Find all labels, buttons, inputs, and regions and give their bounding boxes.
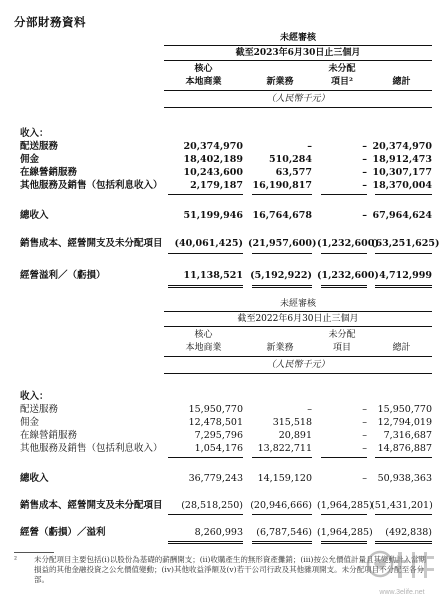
table1-currency: （人民幣千元）	[266, 94, 330, 104]
table1-income-label: 收入：	[20, 128, 49, 139]
table2-row-label: 佣金	[20, 417, 40, 428]
table2-header-rule-top	[164, 311, 432, 312]
table1-total-double-rule	[321, 285, 367, 288]
table1-subtotal-rule	[375, 253, 432, 254]
table2-total-revenue-label: 總收入	[20, 473, 49, 484]
table2-subtotal-rule	[375, 514, 432, 515]
table2-cell: –	[362, 430, 367, 441]
table1-cell: –	[362, 180, 367, 191]
table1-cell: –	[362, 167, 367, 178]
table1-subtotal-rule	[252, 253, 312, 254]
table1-col3-line1: 未分配	[328, 64, 356, 74]
table2-header-rule-mid	[164, 326, 432, 327]
table1-total-double-rule	[375, 285, 432, 288]
table2-header-period: 截至2022年6月30日止三個月	[237, 314, 359, 324]
table2-income-label: 收入：	[20, 391, 49, 402]
table2-subtotal-rule	[168, 457, 243, 458]
table2-total-double-rule	[252, 541, 312, 544]
table2-cell: –	[362, 473, 367, 484]
table1-cell: –	[362, 141, 367, 152]
table2-col2-line2: 新業務	[266, 343, 294, 353]
table2-cell: (1,964,285)	[317, 527, 373, 538]
table2-cell: 14,159,120	[257, 473, 312, 484]
table1-cell: 20,374,970	[183, 141, 243, 152]
table1-subtotal-rule	[375, 194, 432, 195]
table2-row-label: 配送服務	[20, 404, 59, 415]
table1-cell: –	[362, 210, 367, 221]
table1-header-rule-top	[164, 45, 432, 46]
table1-header-period: 截至2023年6月30日止三個月	[235, 48, 361, 58]
table1-subtotal-rule	[168, 194, 243, 195]
table2-cell: 15,950,770	[377, 404, 432, 415]
table2-cell: –	[362, 417, 367, 428]
table2-row-label: 其他服務及銷售（包括利息收入）	[20, 443, 163, 454]
table1-cell: 2,179,187	[190, 180, 243, 191]
table1-col1-line2: 本地商業	[185, 77, 222, 87]
table2-subtotal-rule	[252, 457, 312, 458]
table2-cell: 15,950,770	[188, 404, 243, 415]
table2-cell: 1,054,176	[194, 443, 243, 454]
table1-cell: –	[362, 154, 367, 165]
table2-col3-line2: 項目	[332, 343, 351, 353]
footnote-divider	[14, 552, 54, 553]
table1-header-top: 未經審核	[279, 33, 316, 43]
table1-row-label: 其他服務及銷售（包括利息收入）	[20, 180, 163, 191]
table2-cell: (492,838)	[385, 527, 432, 538]
table1-header-rule-bottom	[164, 90, 432, 91]
table1-cell: (5,192,922)	[250, 270, 312, 281]
table1-cell: 18,912,473	[372, 154, 432, 165]
table1-cell: (21,957,600)	[248, 238, 317, 249]
table2-cell: 13,822,711	[257, 443, 312, 454]
table2-cell: (28,518,250)	[181, 500, 243, 511]
table2-cell: (1,964,285)	[317, 500, 373, 511]
watermark-logo-icon	[366, 546, 438, 586]
table1-cell: 510,284	[269, 154, 312, 165]
table1-header-rule-mid	[164, 60, 432, 61]
table2-col1-line1: 核心	[194, 330, 213, 340]
table1-cell: 10,307,177	[372, 167, 432, 178]
table2-cell: 8,260,993	[194, 527, 243, 538]
table1-cell: (1,232,600)	[317, 238, 379, 249]
table2-cell: 20,891	[278, 430, 312, 441]
table2-cell: 315,518	[272, 417, 312, 428]
table2-cell: (20,946,666)	[250, 500, 312, 511]
table2-subtotal-rule	[375, 457, 432, 458]
table2-cell: 36,779,243	[188, 473, 243, 484]
watermark-url: www.3elife.net	[379, 589, 425, 596]
table1-cell: (40,061,425)	[174, 238, 243, 249]
segment-table-2022	[14, 296, 432, 546]
table1-cell: (63,251,625)	[371, 238, 440, 249]
table2-cell: 7,295,796	[194, 430, 243, 441]
footnote-mark: ²	[14, 555, 18, 564]
table2-header-rule-bottom	[164, 356, 432, 357]
table2-cell: 14,876,887	[377, 443, 432, 454]
table1-subtotal-rule	[321, 253, 367, 254]
table1-total-revenue-label: 總收入	[20, 210, 49, 221]
table2-total-double-rule	[168, 541, 243, 544]
table2-cell: –	[307, 404, 312, 415]
table1-profit-label: 經營溢利／（虧損）	[20, 270, 106, 281]
segment-table-2023	[14, 30, 440, 298]
table1-col4-line2: 總計	[392, 77, 411, 87]
table1-col1-line1: 核心	[194, 64, 213, 74]
table1-cell: 20,374,970	[372, 141, 432, 152]
table1-cost-label: 銷售成本、經營開支及未分配項目	[20, 238, 163, 249]
table2-header-top: 未經審核	[279, 299, 316, 309]
table1-cell: 16,190,817	[252, 180, 312, 191]
table1-subtotal-rule	[252, 194, 312, 195]
table1-total-double-rule	[252, 285, 312, 288]
table1-cell: 18,402,189	[183, 154, 243, 165]
table1-cell: –	[307, 141, 312, 152]
table2-cell: 12,794,019	[377, 417, 432, 428]
table1-col2-line2: 新業務	[266, 77, 294, 87]
table1-cell: 51,199,946	[183, 210, 243, 221]
table1-cell: 63,577	[275, 167, 312, 178]
footnote-text: 未分配項目主要包括(i)以股份為基礎的薪酬開支；(ii)收購產生的無形資產攤銷；(iii)按公允價值計量且其變動計入當期損益的其他金融投資之公允價值變動；(iv)其他收益淨額及(v)若干公司行政及其他雜項開支。未分配項目不分配至各分部。	[34, 555, 426, 584]
table1-subtotal-rule	[321, 194, 367, 195]
table1-cell: 18,370,004	[372, 180, 432, 191]
table1-cell: 4,712,999	[379, 270, 432, 281]
table2-col4-line2: 總計	[392, 343, 411, 353]
table2-currency-rule	[164, 373, 432, 374]
table1-cell: 10,243,600	[183, 167, 243, 178]
table2-subtotal-rule	[252, 514, 312, 515]
table1-subtotal-rule	[168, 253, 243, 254]
table2-cost-label: 銷售成本、經營開支及未分配項目	[20, 500, 163, 511]
table2-col3-line1: 未分配	[328, 330, 356, 340]
table2-cell: –	[362, 404, 367, 415]
table2-row-label: 在線營銷服務	[20, 430, 78, 441]
table1-cell: 11,138,521	[183, 270, 243, 281]
table2-cell: 12,478,501	[188, 417, 243, 428]
site-watermark	[366, 546, 438, 596]
table2-cell: 7,316,687	[383, 430, 432, 441]
table1-cell: 16,764,678	[252, 210, 312, 221]
table1-total-double-rule	[168, 285, 243, 288]
table2-subtotal-rule	[321, 514, 367, 515]
table2-col1-line2: 本地商業	[185, 343, 222, 353]
table1-row-label: 在線營銷服務	[20, 167, 78, 178]
table2-cell: 50,938,363	[377, 473, 432, 484]
page-title: 分部財務資料	[14, 15, 86, 29]
table2-subtotal-rule	[168, 514, 243, 515]
table1-row-label: 佣金	[20, 154, 40, 165]
table2-cell: (6,787,546)	[256, 527, 312, 538]
table2-total-double-rule	[321, 541, 367, 544]
table1-currency-rule	[164, 107, 432, 108]
table2-cell: (51,431,201)	[371, 500, 433, 511]
table1-col3-line2: 項目²	[331, 77, 353, 87]
table1-row-label: 配送服務	[20, 141, 59, 152]
table2-currency: （人民幣千元）	[266, 360, 330, 370]
table2-profit-label: 經營（虧損）／溢利	[20, 527, 106, 538]
table2-subtotal-rule	[321, 457, 367, 458]
table2-total-double-rule	[375, 541, 432, 544]
table1-cell: (1,232,600)	[317, 270, 379, 281]
table1-cell: 67,964,624	[372, 210, 432, 221]
table2-cell: –	[362, 443, 367, 454]
